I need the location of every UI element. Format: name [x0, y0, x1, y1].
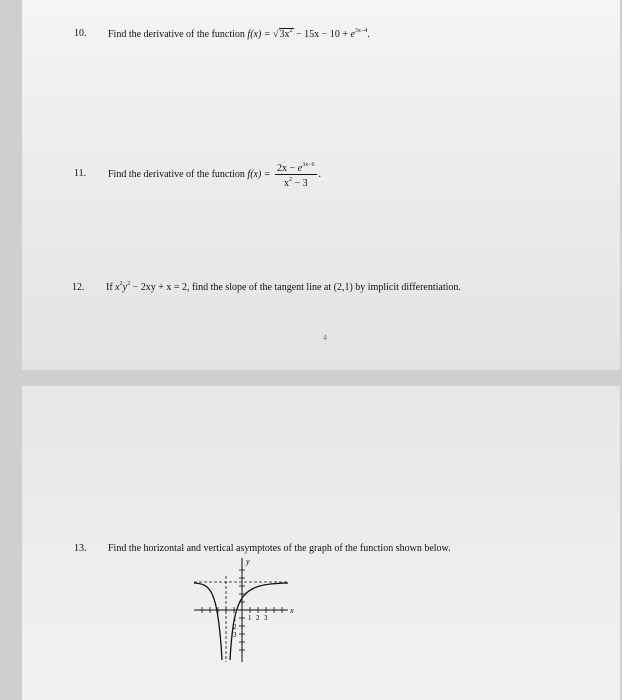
x-tick-label: 1: [248, 614, 252, 622]
question-11-number: 11.: [74, 168, 87, 179]
x-axis-label: x: [290, 606, 294, 615]
question-13-text: Find the horizontal and vertical asymptotes of the graph of the function shown below.: [108, 543, 451, 554]
x-tick-label: 2: [256, 614, 260, 622]
question-12-text: If $x^2y^2 - 2xy + x = 2$, find the slope of the tangent line at (2,1) by implicit differentiation.: [106, 281, 461, 293]
question-11-fraction: $\frac{2x - e^{3x-6}}{x^2 - 3}$: [277, 162, 315, 189]
y-tick-label: 3: [233, 631, 237, 639]
question-12-number: 12.: [72, 282, 85, 293]
question-10-number: 10.: [74, 28, 87, 39]
question-13-number: 13.: [74, 543, 87, 554]
asymptote-graph: [190, 552, 310, 664]
y-axis-label: y: [246, 557, 250, 566]
stray-mark: 4: [323, 333, 327, 342]
curve-left-branch: [194, 583, 222, 660]
y-tick-label: 1: [233, 615, 237, 623]
question-10-text: Find the derivative of the function $f(x) = √3x^2 - 15x - 10 + e^{3x-4}$.: [108, 28, 370, 40]
x-tick-label: 3: [264, 614, 268, 622]
question-11-text: Find the derivative of the function f(x) = $\frac{2x - e^{3x-6}}{x^2 - 3}$ .: [108, 162, 322, 189]
y-tick-label: 2: [233, 623, 237, 631]
